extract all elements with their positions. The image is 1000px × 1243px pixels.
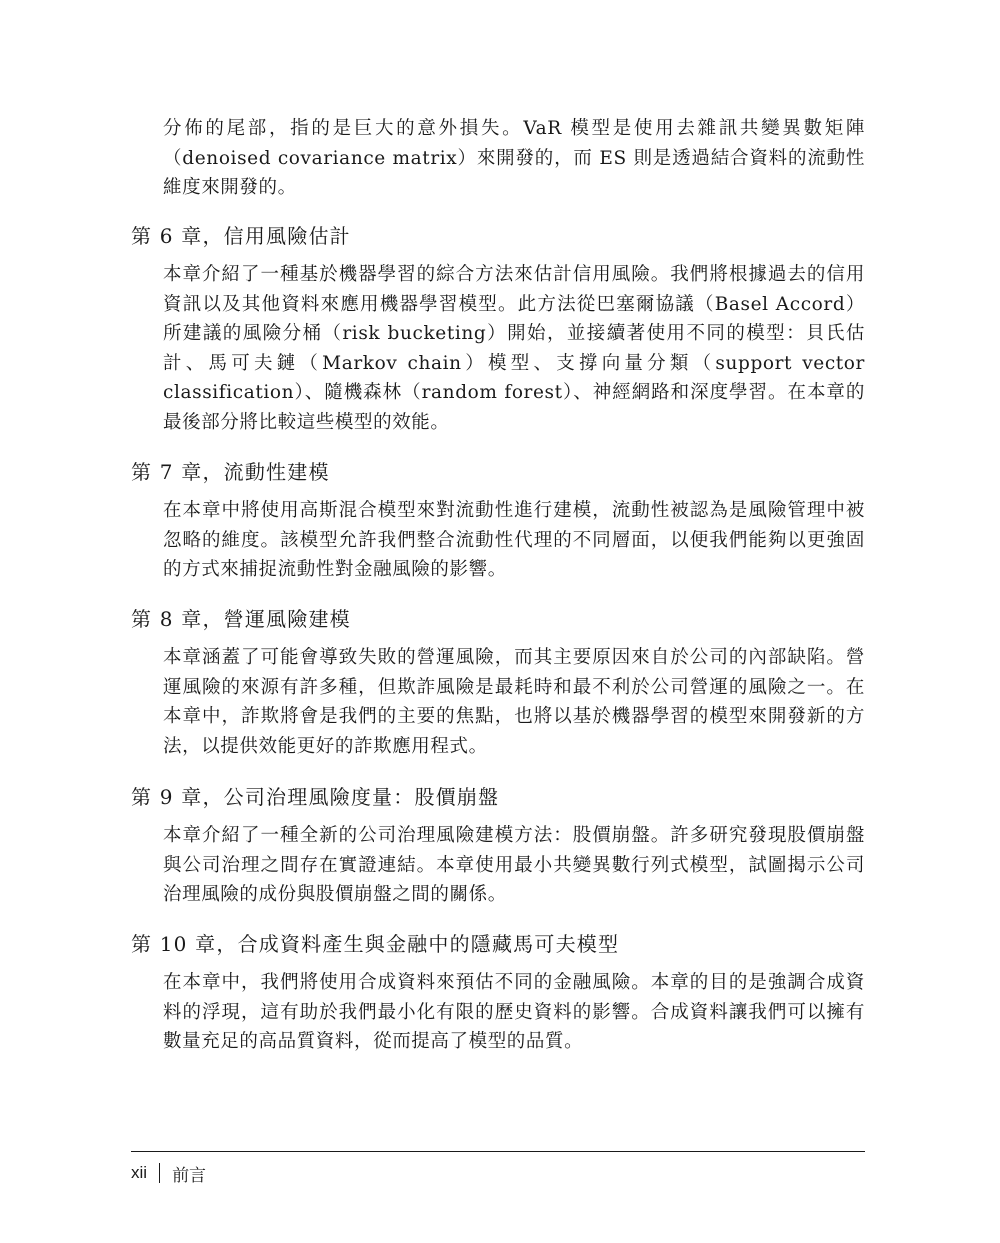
chapter-9-section [131,783,865,910]
chapter-7-section [131,458,865,585]
chapter-9-body: 本章介紹了一種全新的公司治理風險建模方法：股價崩盤。許多研究發現股價崩盤與公司治理之間存在實證連結。本章使用最小共變異數行列式模型，試圖揭示公司治理風險的成份與股價崩盤之間的關係。 [163,825,865,905]
running-section-title: 前言 [172,1165,207,1186]
footer-rule [131,1151,865,1152]
chapter-6-heading: 第 6 章，信用風險估計 [131,224,351,248]
chapter-7-body: 在本章中將使用高斯混合模型來對流動性進行建模，流動性被認為是風險管理中被忽略的維度。該模型允許我們整合流動性代理的不同層面，以便我們能夠以更強固的方式來捕捉流動性對金融風險的影響。 [163,500,865,580]
chapter-10-body: 在本章中，我們將使用合成資料來預估不同的金融風險。本章的目的是強調合成資料的浮現，這有助於我們最小化有限的歷史資料的影響。合成資料讓我們可以擁有數量充足的高品質資料，從而提高了模型的品質。 [163,972,865,1052]
chapter-8-body: 本章涵蓋了可能會導致失敗的營運風險，而其主要原因來自於公司的內部缺陷。營運風險的來源有許多種，但欺詐風險是最耗時和最不利於公司營運的風險之一。在本章中，詐欺將會是我們的主要的焦點，也將以基於機器學習的模型來開發新的方法，以提供效能更好的詐欺應用程式。 [163,647,865,757]
page-footer [131,1160,206,1186]
chapter-7-heading: 第 7 章，流動性建模 [131,460,330,484]
chapter-9-heading: 第 9 章，公司治理風險度量：股價崩盤 [131,785,500,809]
footer-separator [159,1163,160,1183]
page-number: xii [131,1163,148,1182]
intro-paragraph: 分佈的尾部，指的是巨大的意外損失。VaR 模型是使用去雜訊共變異數矩陣（denoised covariance matrix）來開發的，而 ES 則是透過結合資料的流動性維度來開發的。 [163,118,865,198]
chapter-10-section [131,930,865,1057]
chapter-8-section [131,605,865,761]
chapter-10-heading: 第 10 章，合成資料產生與金融中的隱藏馬可夫模型 [131,932,620,956]
chapter-8-heading: 第 8 章，營運風險建模 [131,607,351,631]
chapter-6-section [131,222,865,437]
chapter-6-body: 本章介紹了一種基於機器學習的綜合方法來估計信用風險。我們將根據過去的信用資訊以及其他資料來應用機器學習模型。此方法從巴塞爾協議（Basel Accord）所建議的風險分桶（risk bucketing）開始，並接續著使用不同的模型：貝氏估計、馬可夫鏈（Markov chain）模型、支撐向量分類（support vector classification）、隨機森林（random forest）、神經網路和深度學習。在本章的最後部分將比較這些模型的效能。 [163,264,865,433]
